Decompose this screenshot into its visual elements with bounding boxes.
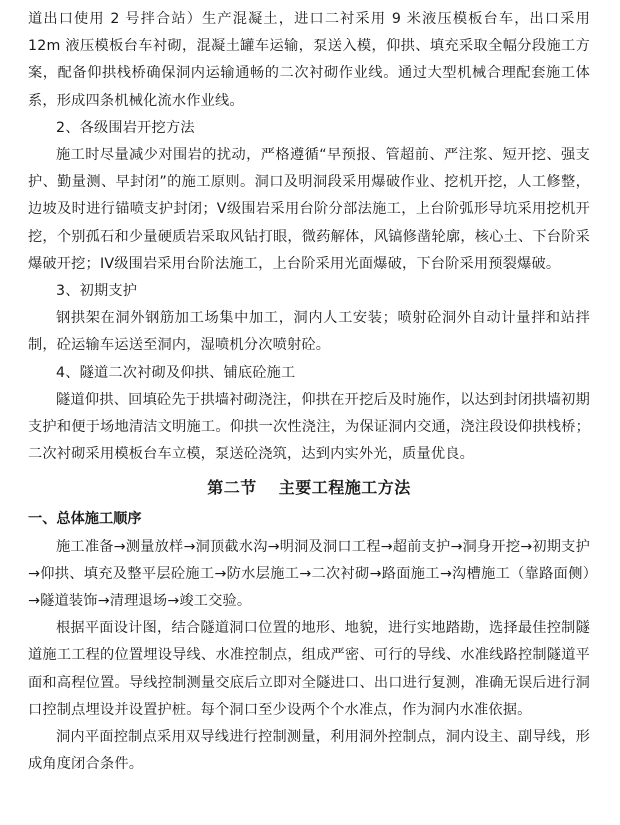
heading-initial-support: 3、初期支护 xyxy=(56,283,138,300)
section-title xyxy=(28,474,590,502)
paragraph-secondary-lining: 隧道仰拱、回填砼先于拱墙衬砌浇注，仰拱在开挖后及时施作，以达到封闭拱墙初期支护和便于场地清洁文明施工。仰拱一次性浇注，为保证洞内交通，浇注段设仰拱栈桥；二次衬砌采用模板台车立模，泵送砼浇筑，达到内实外光，质量优良。 xyxy=(28,391,590,463)
heading-secondary-lining: 4、隧道二次衬砌及仰拱、铺底砼施工 xyxy=(56,364,296,381)
section-name: 主要工程施工方法 xyxy=(278,478,411,498)
paragraph-sequence-flow: 施工准备→测量放样→洞顶截水沟→明洞及洞口工程→超前支护→洞身开挖→初期支护→仰拱、填充及整平层砼施工→防水层施工→二次衬砌→路面施工→沟槽施工（靠路面侧）→隧道装饰→清理退场→竣工交验。 xyxy=(28,538,590,610)
paragraph-tunnel-control: 洞内平面控制点采用双导线进行控制测量，利用洞外控制点，洞内设主、副导线，形成角度闭合条件。 xyxy=(28,729,590,773)
heading-overall-sequence: 一、总体施工顺序 xyxy=(28,511,142,528)
paragraph-excavation: 施工时尽量减少对围岩的扰动，严格遵循“早预报、管超前、严注浆、短开挖、强支护、勤量测、早封闭”的施工原则。洞口及明洞段采用爆破作业、挖机开挖，人工修整，边坡及时进行锚喷支护封闭；V级围岩采用台阶分部法施工，上台阶弧形导坑采用挖机开挖，个别孤石和少量硬质岩采取风钻打眼，微药解体，风镐修凿轮廓，核心土、下台阶采爆破开挖；IV级围岩采用台阶法施工，上台阶采用光面爆破，下台阶采用预裂爆破。 xyxy=(28,147,590,272)
heading-excavation-method: 2、各级围岩开挖方法 xyxy=(56,119,195,136)
section-number: 第二节 xyxy=(207,478,257,498)
paragraph-construction-lines: 道出口使用 2 号拌合站）生产混凝土，进口二衬采用 9 米液压模板台车，出口采用 12m 液压模板台车衬砌，混凝土罐车运输，泵送入模，仰拱、填充采取全幅分段施工方案，配备仰拱栈桥确保洞内运输通畅的二次衬砌作业线。通过大型机械合理配套施工体系，形成四条机械化流水作业线。 xyxy=(28,11,590,109)
paragraph-survey-control: 根据平面设计图，结合隧道洞口位置的地形、地貌，进行实地踏勘，选择最佳控制隧道施工工程的位置埋设导线、水准控制点，组成严密、可行的导线、水准线路控制隧道平面和高程位置。导线控制测量交底后立即对全隧进口、出口进行复测，准确无误后进行洞口控制点埋设并设置护桩。每个洞口至少设两个个水准点，作为洞内水准依据。 xyxy=(28,620,590,718)
paragraph-initial-support: 钢拱架在洞外钢筋加工场集中加工，洞内人工安装；喷射砼洞外自动计量拌和站拌制，砼运输车运送至洞内，湿喷机分次喷射砼。 xyxy=(28,310,590,354)
